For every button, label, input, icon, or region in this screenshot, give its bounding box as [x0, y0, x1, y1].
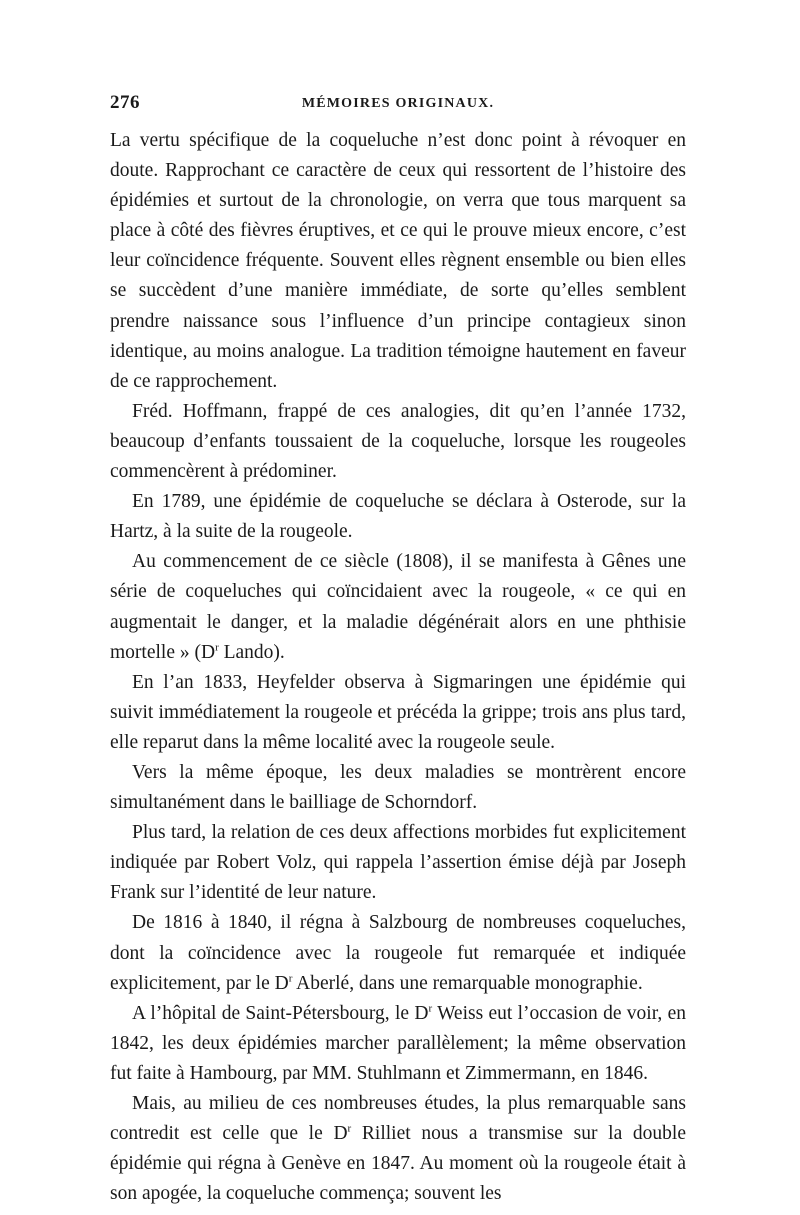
- paragraph-6: [110, 758, 686, 818]
- text-segment: Aberlé, dans une remarquable monographie.: [292, 972, 643, 994]
- paragraph-1: [110, 126, 686, 397]
- running-head: [110, 92, 686, 126]
- book-page: [110, 92, 686, 1209]
- text-segment: Mais, au milieu de ces nombreuses études, la plus remarquable sans contredit est celle que le D: [110, 1093, 686, 1145]
- superscript: r: [215, 641, 219, 654]
- page-number: 276: [110, 92, 140, 113]
- paragraph-5: [110, 668, 686, 758]
- paragraph-8: [110, 908, 686, 998]
- text-segment: De 1816 à 1840, il régna à Salzbourg de nombreuses coqueluches, dont la coïncidence avec la rougeole fut remarquée et indiquée explicitement, par le D: [110, 912, 686, 994]
- text-segment: Rilliet nous a transmise sur la double épidémie qui régna à Genève en 1847. Au moment où la rougeole était à son apogée, la coqueluche commença; souvent les: [110, 1123, 686, 1205]
- text-segment: En 1789, une épidémie de coqueluche se déclara à Osterode, sur la Hartz, à la suite de la rougeole.: [110, 491, 686, 543]
- superscript: r: [428, 1002, 433, 1015]
- body-text: [110, 126, 686, 1209]
- text-segment: Au commencement de ce siècle (1808), il se manifesta à Gênes une série de coqueluches qui coïncidaient avec la rougeole, « ce qui en augmentait le danger, et la maladie dégénérait alors en une phthisie mortelle » (D: [110, 551, 686, 663]
- paragraph-9: [110, 999, 686, 1089]
- text-segment: Fréd. Hoffmann, frappé de ces analogies, dit qu’en l’année 1732, beaucoup d’enfants toussaient de la coqueluche, lorsque les rougeoles commencèrent à prédominer.: [110, 400, 686, 483]
- text-segment: En l’an 1833, Heyfelder observa à Sigmaringen une épidémie qui suivit immédiatement la rougeole et précéda la grippe; trois ans plus tard, elle reparut dans la même localité avec la rougeole seule.: [110, 671, 686, 753]
- text-segment: Vers la même époque, les deux maladies se montrèrent encore simultanément dans le bailliage de Schorndorf.: [110, 761, 686, 814]
- paragraph-2: [110, 397, 686, 487]
- text-segment: A l’hôpital de Saint-Pétersbourg, le D: [132, 1002, 429, 1024]
- superscript: r: [288, 972, 293, 985]
- paragraph-7: [110, 818, 686, 908]
- paragraph-3: [110, 487, 686, 547]
- text-segment: La vertu spécifique de la coqueluche n’est donc point à révoquer en doute. Rapprochant ce caractère de ceux qui ressortent de l’histoire des épidémies et surtout de la chronologie, on verra que tous marquent sa place à côté des fièvres éruptives, et ce qui le prouve mieux encore, c’est leur coïncidence fréquente. Souvent elles règnent ensemble ou bien elles se succèdent d’une manière immédiate, de sorte qu’elles semblent prendre naissance sous l’influence d’un principe contagieux sinon identique, au moins analogue. La tradition témoigne hautement en faveur de ce rapprochement.: [110, 130, 686, 392]
- text-segment: Plus tard, la relation de ces deux affections morbides fut explicitement indiquée par Robert Volz, qui rappela l’assertion émise déjà par Joseph Frank sur l’identité de leur nature.: [110, 822, 686, 904]
- running-title: MÉMOIRES ORIGINAUX.: [301, 96, 495, 111]
- text-segment: Lando).: [218, 641, 285, 663]
- text-segment: Weiss eut l’occasion de voir, en 1842, les deux épidémies marcher parallèlement; la même observation fut faite à Hambourg, par MM. Stuhlmann et Zimmermann, en 1846.: [110, 1002, 687, 1084]
- paragraph-4: [110, 547, 686, 667]
- paragraph-10: [110, 1089, 686, 1209]
- superscript: r: [347, 1122, 352, 1135]
